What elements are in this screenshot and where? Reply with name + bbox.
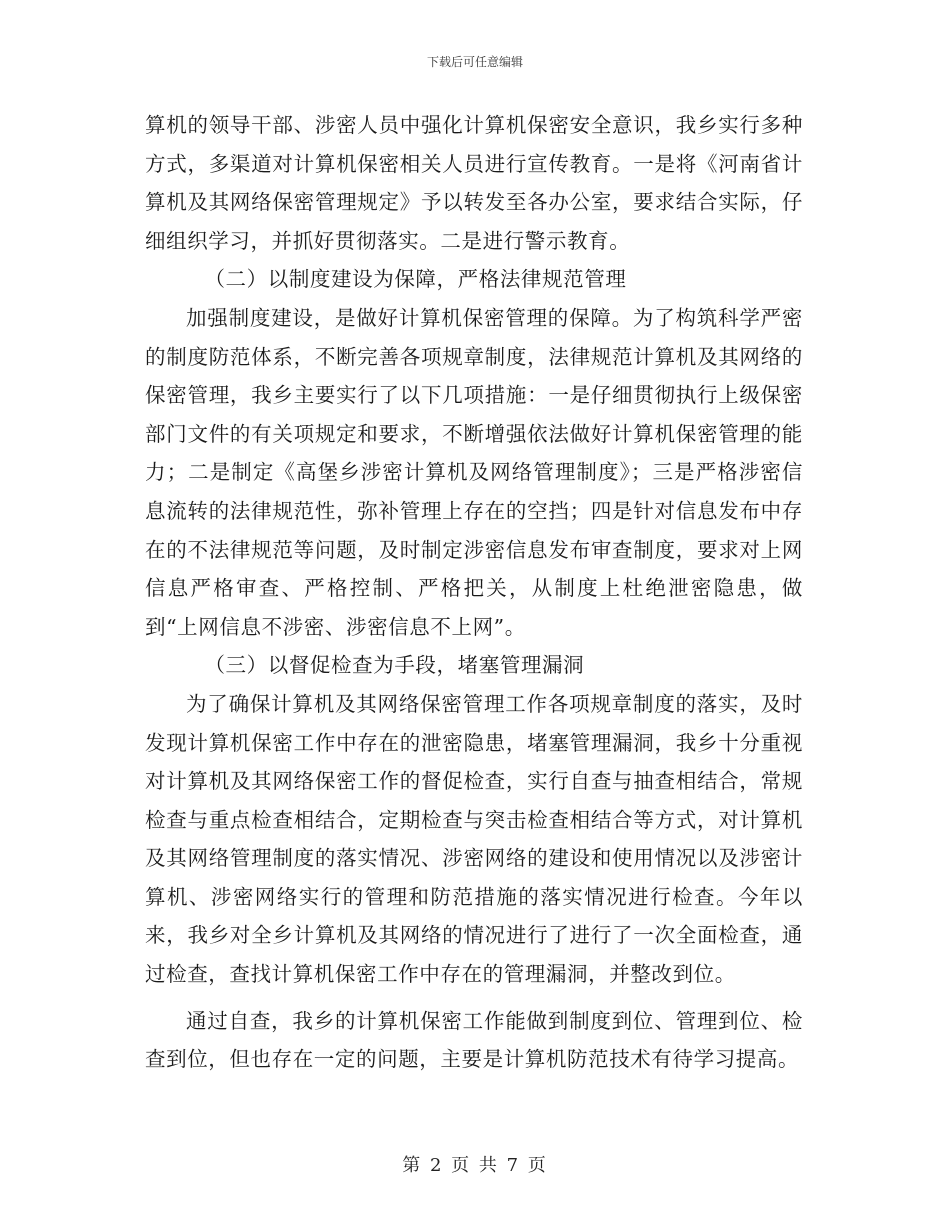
page-header: 下载后可任意编辑 (426, 55, 523, 69)
paragraph-conclusion: 通过自查，我乡的计算机保密工作能做到制度到位、管理到位、检查到位，但也存在一定的问题，主要是计算机防范技术有待学习提高。 (145, 1008, 803, 1072)
page-number: 第 2 页 共 7 页 (402, 1155, 548, 1176)
section-heading-3: （三）以督促检查为手段，堵塞管理漏洞 (204, 653, 585, 678)
document-body (145, 106, 803, 1079)
section-heading-2: （二）以制度建设为保障，严格法律规范管理 (204, 267, 627, 292)
paragraph-continuation: 算机的领导干部、涉密人员中强化计算机保密安全意识，我乡实行多种方式，多渠道对计算机保密相关人员进行宣传教育。一是将《河南省计算机及其网络保密管理规定》予以转发至各办公室，要求结合实际，仔细组织学习，并抓好贯彻落实。二是进行警示教育。 (145, 113, 803, 253)
paragraph-inspection: 为了确保计算机及其网络保密管理工作各项规章制度的落实，及时发现计算机保密工作中存在的泄密隐患，堵塞管理漏洞，我乡十分重视对计算机及其网络保密工作的督促检查，实行自查与抽查相结合，常规检查与重点检查相结合，定期检查与突击检查相结合等方式，对计算机及其网络管理制度的落实情况、涉密网络的建设和使用情况以及涉密计算机、涉密网络实行的管理和防范措施的落实情况进行检查。今年以来，我乡对全乡计算机及其网络的情况进行了进行了一次全面检查，通过检查，查找计算机保密工作中存在的管理漏洞，并整改到位。 (145, 691, 803, 987)
paragraph-system-building: 加强制度建设，是做好计算机保密管理的保障。为了构筑科学严密的制度防范体系，不断完善各项规章制度，法律规范计算机及其网络的保密管理，我乡主要实行了以下几项措施：一是仔细贯彻执行上级保密部门文件的有关项规定和要求，不断增强依法做好计算机保密管理的能力；二是制定《高堡乡涉密计算机及网络管理制度》；三是严格涉密信息流转的法律规范性，弥补管理上存在的空挡；四是针对信息发布中存在的不法律规范等问题，及时制定涉密信息发布审查制度，要求对上网信息严格审查、严格控制、严格把关，从制度上杜绝泄密隐患，做到“上网信息不涉密、涉密信息不上网”。 (145, 305, 803, 639)
